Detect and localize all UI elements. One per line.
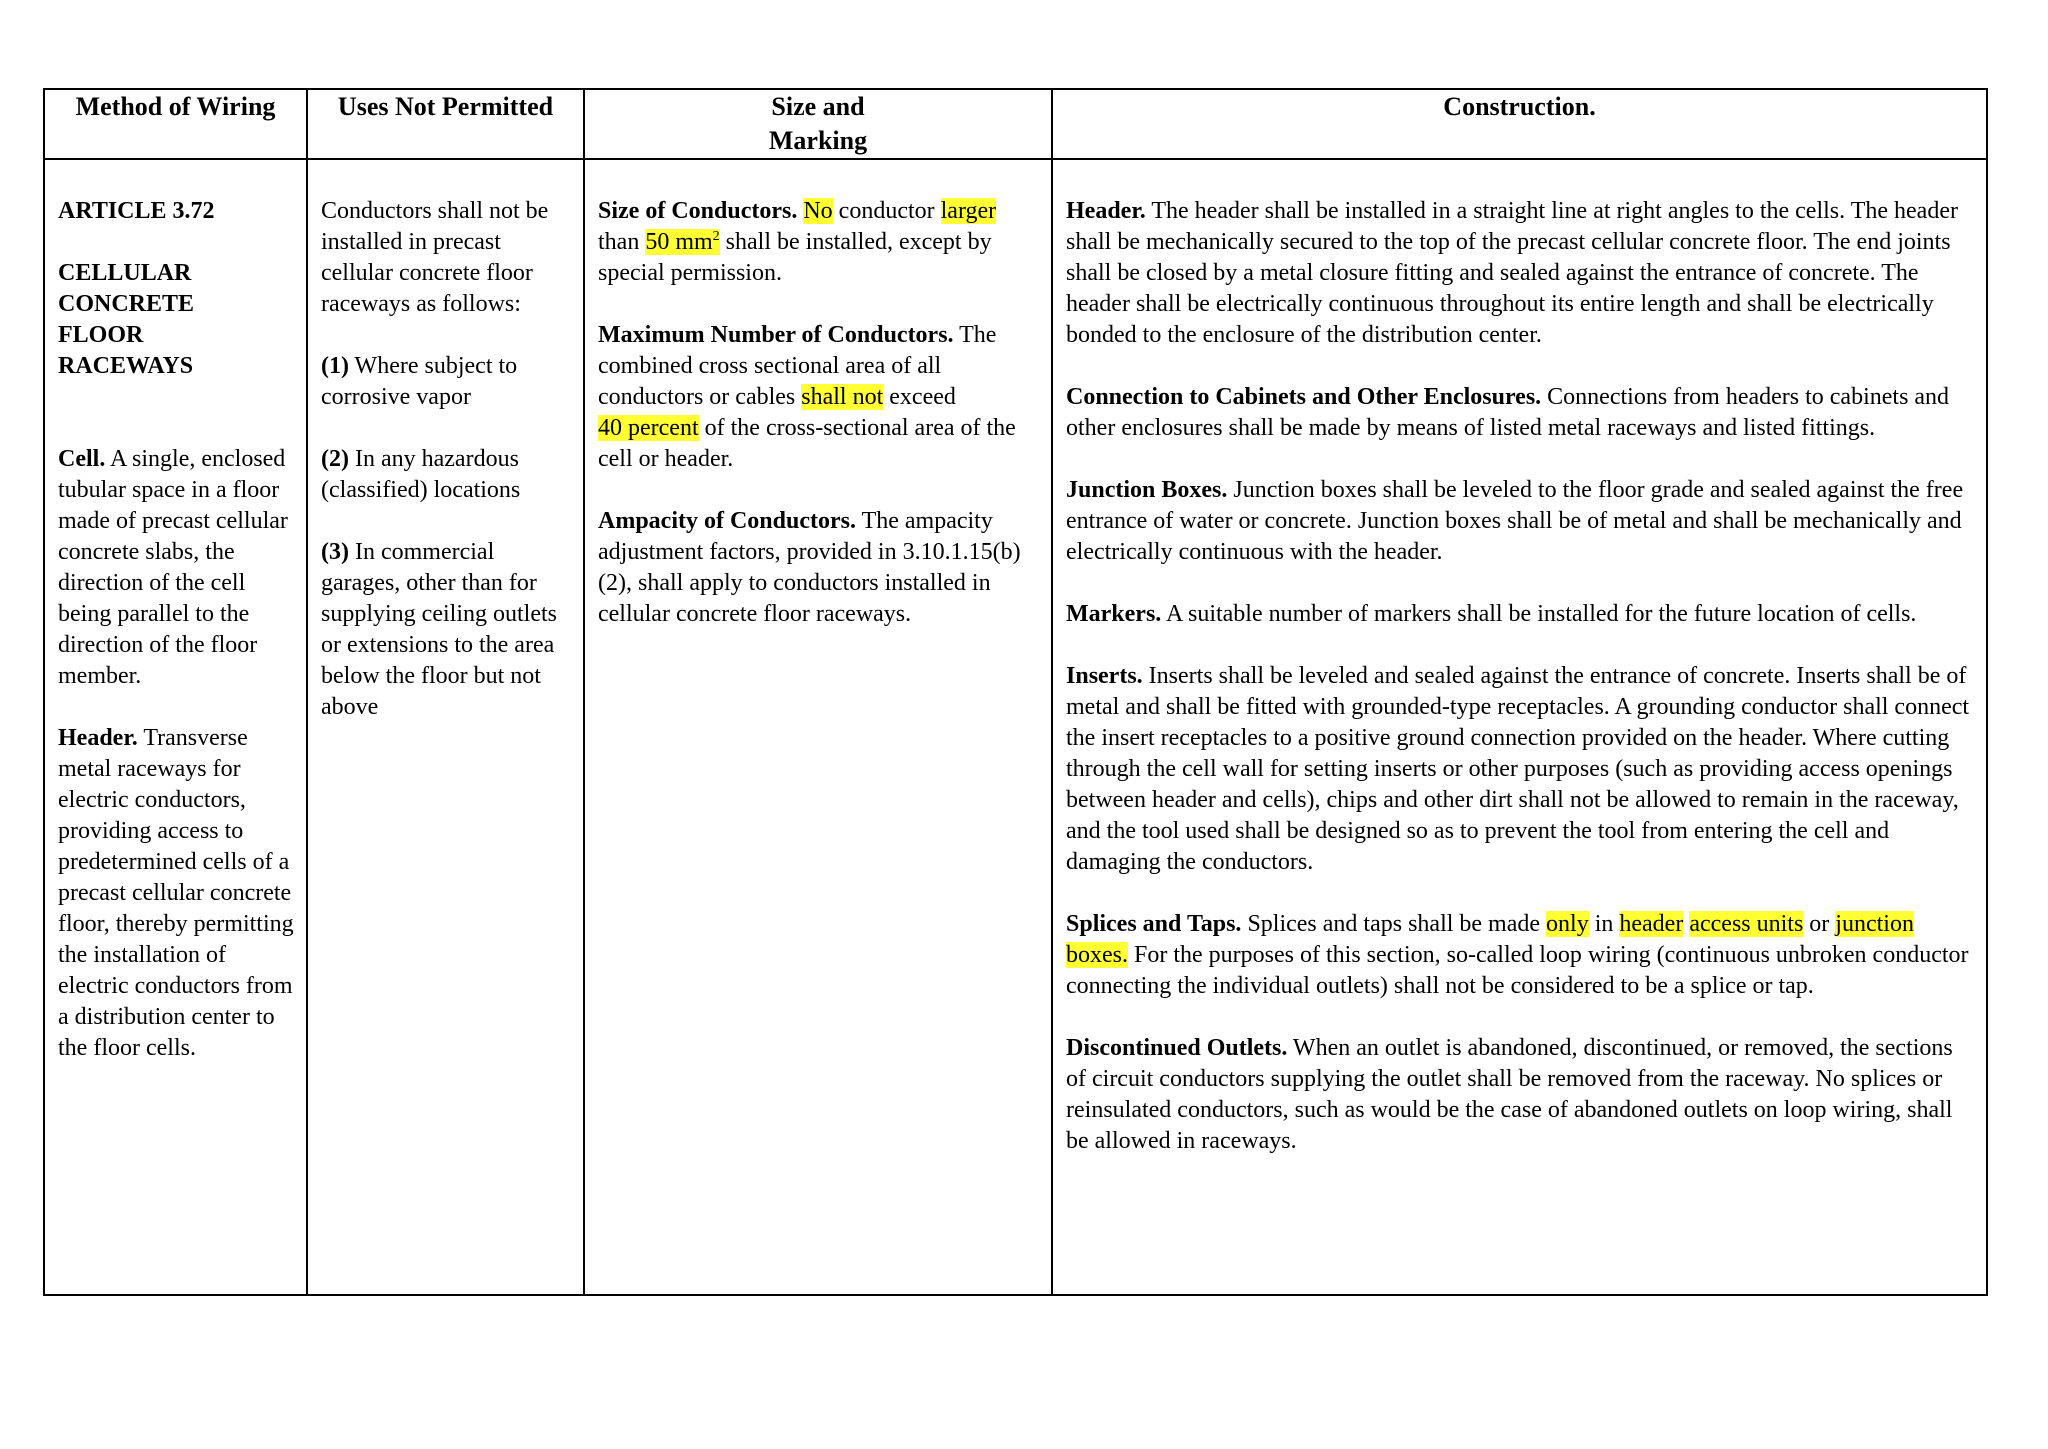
- uses-item-text: In any hazardous (classified) locations: [321, 446, 521, 503]
- highlight-only: only: [1546, 911, 1589, 937]
- definition-text: A single, enclosed tubular space in a floor made of precast cellular concrete slabs, the direction of the cell being parallel to the direction of the floor member.: [58, 446, 288, 689]
- definition-cell: [58, 444, 298, 692]
- article-name-line: FLOOR: [58, 322, 144, 348]
- highlight-40-percent: 40 percent: [598, 415, 699, 441]
- section-text: For the purposes of this section, so-called loop wiring (continuous unbroken conductor connecting the individual outlets) shall not be considered to be a splice or tap.: [1066, 942, 1969, 999]
- header-method-of-wiring: Method of Wiring: [44, 89, 307, 159]
- highlight-50mm-text: 50 mm: [645, 229, 713, 255]
- header-construction: Construction.: [1052, 89, 1987, 159]
- section-title: Ampacity of Conductors.: [598, 508, 856, 534]
- section-text: The combined cross sectional area of all conductors or cables: [598, 322, 997, 410]
- uses-item: [321, 537, 575, 723]
- article-name-line: CONCRETE: [58, 291, 195, 317]
- header-uses-not-permitted: Uses Not Permitted: [307, 89, 584, 159]
- highlight-no: No: [803, 198, 833, 224]
- definition-text: Transverse metal raceways for electric conductors, providing access to predetermined cells of a precast cellular concrete floor, thereby permitting the installation of electric conductors from a distribution center to the floor cells.: [58, 725, 294, 1061]
- section-text: When an outlet is abandoned, discontinued, or removed, the sections of circuit conductors supplying the outlet shall be removed from the raceway. No splices or reinsulated conductors, such as would be the case of abandoned outlets on loop wiring, shall be allowed in raceways.: [1066, 1035, 1953, 1154]
- section-text: Connections from headers to cabinets and other enclosures shall be made by means of listed metal raceways and listed fittings.: [1066, 384, 1950, 441]
- uses-item-number: (1): [321, 353, 349, 379]
- section-title: Header.: [1066, 198, 1146, 224]
- connection-section: [1066, 382, 1978, 444]
- uses-cell: [307, 159, 584, 1295]
- section-text: or: [1803, 911, 1836, 937]
- header-size-and-marking: [584, 89, 1052, 159]
- header-size-line-1: Size and: [771, 92, 865, 121]
- header-size-line-2: Marking: [768, 126, 868, 155]
- section-title: Discontinued Outlets.: [1066, 1035, 1288, 1061]
- section-title: Markers.: [1066, 601, 1162, 627]
- section-text: shall be installed, except by special permission.: [598, 229, 992, 286]
- section-title: Connection to Cabinets and Other Enclosures.: [1066, 384, 1542, 410]
- highlight-50mm2: [645, 229, 719, 255]
- section-title: Maximum Number of Conductors.: [598, 322, 954, 348]
- section-text: Junction boxes shall be leveled to the floor grade and sealed against the free entrance of water or concrete. Junction boxes shall be of metal and shall be mechanically and electrically continuous with the header.: [1066, 477, 1964, 565]
- article-name-line: CELLULAR: [58, 260, 192, 286]
- article-number: ARTICLE 3.72: [58, 198, 215, 224]
- uses-item-text: Where subject to corrosive vapor: [321, 353, 518, 410]
- markers-section: [1066, 599, 1978, 630]
- method-cell: [44, 159, 307, 1295]
- inserts-section: [1066, 661, 1978, 878]
- article-name-line: RACEWAYS: [58, 353, 194, 379]
- section-text: Splices and taps shall be made: [1241, 911, 1547, 937]
- section-text: The header shall be installed in a straight line at right angles to the cells. The header shall be mechanically secured to the top of the precast cellular concrete floor. The end joints shall be closed by a metal closure fitting and sealed against the entrance of concrete. The header shall be electrically continuous throughout its entire length and shall be electrically bonded to the enclosure of the distribution center.: [1066, 198, 1958, 348]
- article-name: [58, 258, 298, 382]
- junction-boxes-section: [1066, 475, 1978, 568]
- section-text: exceed: [883, 384, 956, 410]
- definition-term: Cell.: [58, 446, 106, 472]
- uses-intro: Conductors shall not be installed in precast cellular concrete floor raceways as follows:: [321, 198, 549, 317]
- section-title: Junction Boxes.: [1066, 477, 1228, 503]
- section-text: in: [1588, 911, 1620, 937]
- highlight-shall-not: shall not: [801, 384, 884, 410]
- highlight-header: header: [1619, 911, 1684, 937]
- uses-item: [321, 351, 575, 413]
- highlight-access-units: access units: [1689, 911, 1804, 937]
- section-text: of the cross-sectional area of the cell or header.: [598, 415, 1016, 472]
- construction-header-section: [1066, 196, 1978, 351]
- size-cell: [584, 159, 1052, 1295]
- section-title: Splices and Taps.: [1066, 911, 1242, 937]
- wiring-methods-table: [43, 88, 1988, 1296]
- section-text: The ampacity adjustment factors, provided in 3.10.1.15(b)(2), shall apply to conductors installed in cellular concrete floor raceways.: [598, 508, 1021, 627]
- section-text: Inserts shall be leveled and sealed against the entrance of concrete. Inserts shall be of metal and shall be fitted with grounded-type receptacles. A grounding conductor shall connect the insert receptacles to a positive ground connection provided on the header. Where cutting through the cell wall for setting inserts or other purposes (such as providing access openings between header and cells), chips and other dirt shall not be allowed to remain in the raceway, and the tool used shall be designed so as to prevent the tool from entering the cell and damaging the conductors.: [1066, 663, 1970, 875]
- definition-term: Header.: [58, 725, 138, 751]
- uses-item-text: In commercial garages, other than for supplying ceiling outlets or extensions to the area below the floor but not above: [321, 539, 557, 720]
- highlight-junction-boxes: junction boxes.: [1066, 911, 1914, 968]
- section-title: Inserts.: [1066, 663, 1143, 689]
- section-text: conductor: [832, 198, 941, 224]
- section-title: Size of Conductors.: [598, 198, 798, 224]
- definition-header: [58, 723, 298, 1064]
- size-of-conductors-section: [598, 196, 1043, 289]
- section-text: than: [598, 229, 646, 255]
- discontinued-outlets-section: [1066, 1033, 1978, 1157]
- construction-cell: [1052, 159, 1987, 1295]
- content-row: [44, 159, 1987, 1295]
- ampacity-section: [598, 506, 1043, 630]
- splices-section: [1066, 909, 1978, 1002]
- section-text: A suitable number of markers shall be installed for the future location of cells.: [1161, 601, 1917, 627]
- highlight-larger: larger: [940, 198, 997, 224]
- superscript-2: 2: [712, 229, 720, 244]
- uses-item: [321, 444, 575, 506]
- header-row: [44, 89, 1987, 159]
- uses-item-number: (3): [321, 539, 349, 565]
- max-number-section: [598, 320, 1043, 475]
- uses-item-number: (2): [321, 446, 349, 472]
